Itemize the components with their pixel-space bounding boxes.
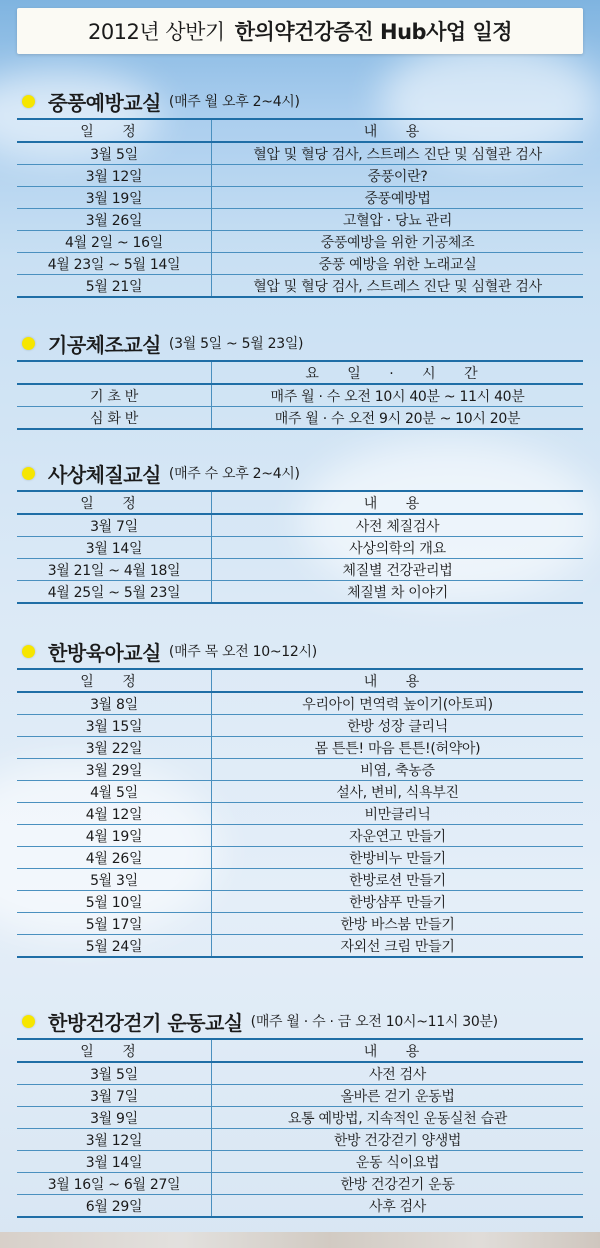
cell-date: 3월 12일 (17, 1129, 212, 1151)
column-header-content: 내 용 (363, 1043, 432, 1060)
table-row (17, 803, 583, 825)
cell-content: 사전 체질검사 (355, 518, 440, 535)
section-walking (17, 1006, 583, 1218)
cell-date: 3월 19일 (17, 187, 212, 209)
section-title: 한방육아교실 (48, 640, 161, 665)
cell-content: 중풍예방을 위한 기공체조 (320, 234, 475, 251)
cell-date: 기 초 반 (17, 384, 212, 407)
cell-content: 혈압 및 혈당 검사, 스트레스 진단 및 심혈관 검사 (253, 146, 542, 163)
column-header-date: 일 정 (17, 1039, 212, 1062)
cell-date: 5월 10일 (17, 891, 212, 913)
cell-content: 한방 건강걷기 운동 (340, 1176, 455, 1193)
cell-content: 올바른 걷기 운동법 (340, 1088, 455, 1105)
cell-date: 6월 29일 (17, 1195, 212, 1218)
section-qigong (17, 328, 583, 430)
cell-date: 3월 14일 (17, 1151, 212, 1173)
section-stroke (17, 86, 583, 298)
table-row (17, 142, 583, 165)
table-row (17, 759, 583, 781)
section-title: 중풍예방교실 (48, 90, 161, 115)
bullet-dot-icon (22, 95, 35, 108)
section-title: 한방건강걷기 운동교실 (48, 1010, 243, 1035)
cell-date: 4월 12일 (17, 803, 212, 825)
cell-date: 3월 9일 (17, 1107, 212, 1129)
schedule-table (17, 490, 583, 604)
table-header-row (17, 361, 583, 384)
table-row (17, 209, 583, 231)
cell-date: 3월 16일 ~ 6월 27일 (17, 1173, 212, 1195)
cell-date: 3월 7일 (17, 1085, 212, 1107)
table-row (17, 231, 583, 253)
cell-date: 3월 26일 (17, 209, 212, 231)
column-header-content: 내 용 (363, 123, 432, 140)
cell-content: 한방 건강걷기 양생법 (333, 1132, 462, 1149)
cell-date: 3월 8일 (17, 692, 212, 715)
schedule-table (17, 360, 583, 430)
table-row (17, 1107, 583, 1129)
cell-content: 한방샴푸 만들기 (349, 894, 446, 911)
cell-date: 5월 21일 (17, 275, 212, 298)
cell-content: 몸 튼튼! 마음 튼튼!(허약아) (314, 740, 481, 757)
table-row (17, 514, 583, 537)
cell-content: 고혈압 · 당뇨 관리 (342, 212, 453, 229)
cell-content: 자외선 크림 만들기 (340, 938, 455, 955)
table-row (17, 847, 583, 869)
cell-date: 3월 22일 (17, 737, 212, 759)
cell-date: 3월 21일 ~ 4월 18일 (17, 559, 212, 581)
table-row (17, 165, 583, 187)
table-row (17, 537, 583, 559)
table-row (17, 559, 583, 581)
section-subtitle: (3월 5일 ~ 5월 23일) (168, 336, 304, 352)
cell-date: 3월 15일 (17, 715, 212, 737)
title-main: 한의약건강증진 Hub사업 일정 (234, 20, 513, 44)
cell-date: 3월 7일 (17, 514, 212, 537)
table-row (17, 1085, 583, 1107)
section-sasang (17, 458, 583, 604)
table-row (17, 581, 583, 604)
table-header-row (17, 491, 583, 514)
table-row (17, 935, 583, 958)
section-subtitle: (매주 월 오후 2~4시) (168, 94, 300, 110)
schedule-table (17, 1038, 583, 1218)
cell-content: 사후 검사 (368, 1198, 427, 1215)
cell-content: 한방 바스붐 만들기 (340, 916, 455, 933)
cell-date: 3월 14일 (17, 537, 212, 559)
section-header (17, 328, 583, 358)
cell-date: 4월 23일 ~ 5월 14일 (17, 253, 212, 275)
column-header-date (17, 361, 212, 384)
cell-date: 심 화 반 (17, 407, 212, 430)
cell-content: 요통 예방법, 지속적인 운동실천 습관 (287, 1110, 508, 1127)
cell-date: 4월 2일 ~ 16일 (17, 231, 212, 253)
bottom-photo-strip (0, 1232, 600, 1248)
section-header (17, 636, 583, 666)
table-row (17, 1151, 583, 1173)
bullet-dot-icon (22, 645, 35, 658)
column-header-content: 내 용 (363, 673, 432, 690)
cell-content: 한방로션 만들기 (349, 872, 446, 889)
cell-content: 혈압 및 혈당 검사, 스트레스 진단 및 심혈관 검사 (253, 278, 542, 295)
table-row (17, 407, 583, 430)
cell-date: 5월 24일 (17, 935, 212, 958)
cell-content: 매주 월 · 수 오전 9시 20분 ~ 10시 20분 (274, 410, 521, 427)
cell-content: 사상의학의 개요 (349, 540, 446, 557)
cell-content: 중풍예방법 (364, 190, 431, 207)
bullet-dot-icon (22, 467, 35, 480)
table-row (17, 187, 583, 209)
table-row (17, 825, 583, 847)
cell-content: 체질별 건강관리법 (342, 562, 453, 579)
section-title: 기공체조교실 (48, 332, 161, 357)
table-row (17, 737, 583, 759)
table-row (17, 913, 583, 935)
table-row (17, 1173, 583, 1195)
schedule-table (17, 118, 583, 298)
title-prefix: 2012년 상반기 (87, 20, 225, 44)
section-childcare (17, 636, 583, 958)
table-header-row (17, 1039, 583, 1062)
cell-content: 체질별 차 이야기 (347, 584, 448, 601)
section-header (17, 86, 583, 116)
cell-content: 한방 성장 클리닉 (347, 718, 448, 735)
cell-content: 자운연고 만들기 (349, 828, 446, 845)
bullet-dot-icon (22, 337, 35, 350)
cell-date: 4월 19일 (17, 825, 212, 847)
section-subtitle: (매주 수 오후 2~4시) (168, 466, 300, 482)
table-header-row (17, 119, 583, 142)
table-row (17, 869, 583, 891)
cell-date: 3월 5일 (17, 142, 212, 165)
table-row (17, 1129, 583, 1151)
page-title (17, 8, 583, 54)
section-subtitle: (매주 월 · 수 · 금 오전 10시~11시 30분) (250, 1014, 498, 1030)
cell-date: 3월 5일 (17, 1062, 212, 1085)
cell-content: 비염, 축농증 (360, 762, 435, 779)
cell-date: 5월 3일 (17, 869, 212, 891)
table-header-row (17, 669, 583, 692)
cell-content: 한방비누 만들기 (349, 850, 446, 867)
cell-content: 중풍이란? (367, 168, 428, 185)
cell-date: 4월 5일 (17, 781, 212, 803)
section-title: 사상체질교실 (48, 462, 161, 487)
column-header-date: 일 정 (17, 491, 212, 514)
column-header-date: 일 정 (17, 119, 212, 142)
table-row (17, 275, 583, 298)
schedule-table (17, 668, 583, 958)
section-header (17, 1006, 583, 1036)
cell-content: 비만클리닉 (364, 806, 431, 823)
cell-content: 우리아이 면역력 높이기(아토피) (302, 696, 493, 713)
column-header-date: 일 정 (17, 669, 212, 692)
table-row (17, 891, 583, 913)
cell-date: 4월 26일 (17, 847, 212, 869)
table-row (17, 384, 583, 407)
table-row (17, 253, 583, 275)
cell-content: 매주 월 · 수 오전 10시 40분 ~ 11시 40분 (270, 388, 525, 405)
cell-date: 5월 17일 (17, 913, 212, 935)
cell-content: 사전 검사 (368, 1066, 427, 1083)
table-row (17, 781, 583, 803)
cell-date: 3월 29일 (17, 759, 212, 781)
table-row (17, 1062, 583, 1085)
cell-content: 운동 식이요법 (355, 1154, 440, 1171)
section-header (17, 458, 583, 488)
cell-date: 4월 25일 ~ 5월 23일 (17, 581, 212, 604)
cell-content: 중풍 예방을 위한 노래교실 (318, 256, 477, 273)
cell-date: 3월 12일 (17, 165, 212, 187)
table-row (17, 715, 583, 737)
column-header-content: 요 일 · 시 간 (305, 365, 490, 382)
section-subtitle: (매주 목 오전 10~12시) (168, 644, 317, 660)
column-header-content: 내 용 (363, 495, 432, 512)
table-row (17, 1195, 583, 1218)
cell-content: 설사, 변비, 식욕부진 (336, 784, 459, 801)
table-row (17, 692, 583, 715)
bullet-dot-icon (22, 1015, 35, 1028)
